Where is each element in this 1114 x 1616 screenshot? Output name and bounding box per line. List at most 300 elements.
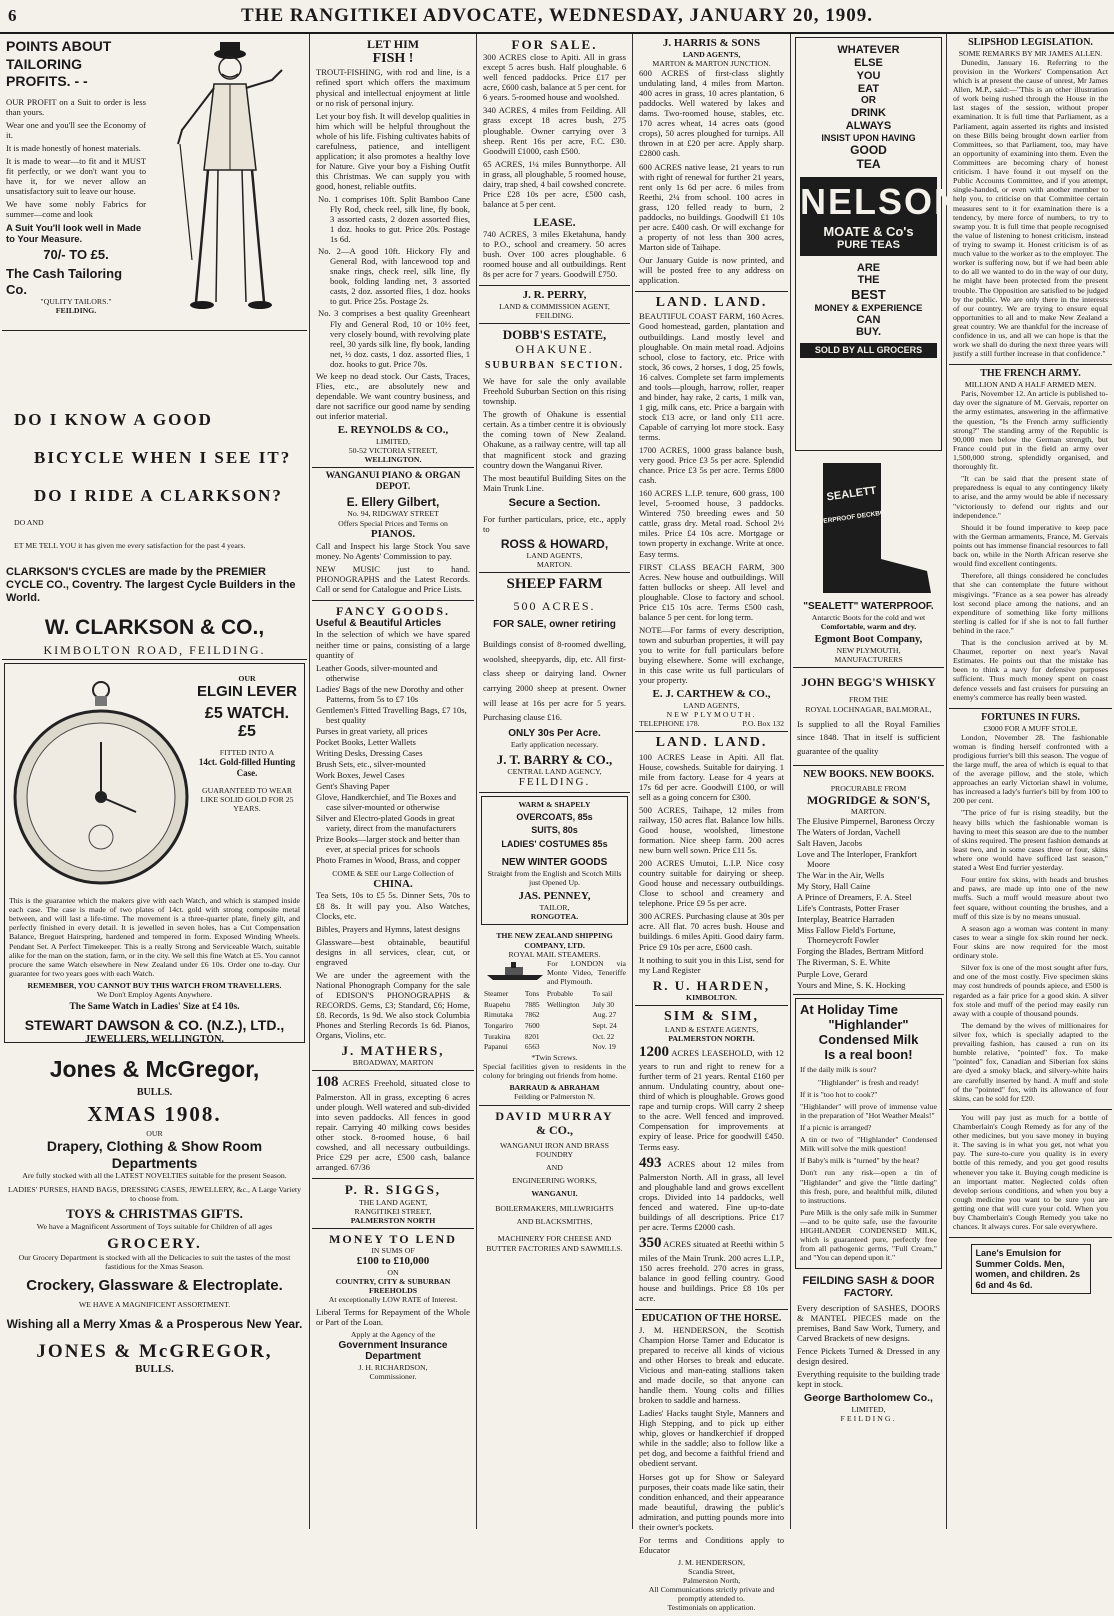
jones-crockery-body: WE HAVE A MAGNIFICENT ASSORTMENT.	[78, 1299, 231, 1309]
land1-body: BEAUTIFUL COAST FARM, 160 Acres. Good homestead, garden, plantation and outbuildings. Land mostly level and ploughable. On main metal road. Adjoins school, close to factory, etc. Price with stock, 36 cows, 2 horses, 1 dog, 25 fowls, 16 calves. Complete set farm implements and tools—plough, harrow, roller, reaper and binder, hay rake, 2 carts, 1 milk van, 1 gig, milk cans, etc. Price a bargain with stock £13 acre, or land only £11 acre. Capable of carrying lot more stock. Easy terms.	[639, 311, 784, 442]
murray-line-4: MACHINERY FOR CHEESE AND BUTTER FACTORIES AND SAWMILLS.	[486, 1234, 623, 1253]
lease-head: LEASE.	[533, 214, 576, 229]
penney-town: RONGOTEA.	[530, 912, 579, 922]
watch-our: OUR	[238, 674, 256, 683]
nelson-money: MONEY & EXPERIENCE	[814, 302, 923, 314]
ship-cell: 6563	[524, 1042, 540, 1052]
french-army-article	[949, 365, 1112, 708]
perry-title: LAND & COMMISSION AGENT,	[499, 302, 610, 312]
nelson-sold: SOLD BY ALL GROCERS	[800, 343, 937, 358]
jones-drapery-body: Are fully stocked with all the LATEST NOVELTIES suitable for the present Season.	[22, 1171, 287, 1181]
land1-agent-title: LAND AGENTS,	[683, 700, 740, 710]
land2-body: 500 ACRES, Taihape, 12 miles from railway, 150 acres flat. Balance low hills. Good house, woolshed, limestone formation. Nice sheep farm. 200 acres new burn well sown. Price £11 5s.	[639, 804, 784, 856]
boot-illustration	[799, 459, 939, 599]
ship-header-row	[483, 989, 626, 1000]
horse-town: Palmerston North,	[682, 1576, 741, 1586]
siggs-title: THE LAND AGENT,	[358, 1197, 428, 1207]
jones-xmas: XMAS 1908.	[87, 1101, 222, 1126]
table-row	[483, 1000, 626, 1011]
fish-item: No. 2—A good 10ft. Hickory Fly and General Rod, with lancewood top and snake rings, check reel, silk line, fly book, folding landing net, 3 assorted casts, 2 doz. assorted flies, 1 doz. hooks to gut. Price 25s. Postage 2s.	[318, 246, 470, 307]
ship-cell: Wellington	[546, 999, 580, 1009]
sealett-boot-ad	[793, 454, 944, 668]
fish-body: TROUT-FISHING, with rod and line, is a refined sport which offers the maximum physical and intellectual enjoyment at little or no risk of personal injury.	[316, 67, 470, 108]
nelson-line: TEA	[856, 157, 881, 172]
milk-qa: Pure Milk is the only safe milk in Summer—and to be quite safe, use the favourite HIGHLANDER CONDENSED MILK, which is guaranteed pure, perfectly free from all pathogenic germs, "Full Cream," and "You can depend upon it."	[800, 1207, 937, 1263]
fancy-bibles: Bibles, Prayers and Hymns, latest designs	[316, 923, 460, 934]
begg-from: FROM THE	[848, 695, 889, 705]
murray-name-2: & CO.,	[536, 1122, 573, 1137]
sash-fence: Fence Pickets Turned & Dressed in any design desired.	[797, 1346, 940, 1367]
murray-name-1: DAVID MURRAY	[495, 1108, 614, 1123]
sim-e2: ACRES about 12 miles from Palmerston North. All in grass, all level and ploughable land and grows excellent crops. Divided into 14 paddocks, well fenced and watered. Fine up-to-date buildings of all descriptions. Price £17 per acre. Terms £2000 cash.	[639, 1158, 784, 1233]
lane-body: Lane's Emulsion for Summer Colds. Men, women, and children. 2s 6d and 4s 6d.	[975, 1248, 1081, 1290]
money-agent: J. H. RICHARDSON,	[358, 1362, 428, 1372]
penney-line-3: LADIES' COSTUMES 85s	[501, 838, 608, 849]
sim-e3: ACRES situated at Reethi within 5 miles of the Main Trunk. 200 acres L.I.P., 150 acres freehold. 270 acres in grass, balance in good felling country. Good house and buildings. Price £8 10s per acre.	[639, 1239, 784, 1304]
gentleman-illustration	[152, 40, 302, 315]
fancy-item: Glove, Handkerchief, and Tie Boxes and case silver-mounted or otherwise	[316, 792, 457, 813]
tailoring-company: The Cash Tailoring Co.	[6, 266, 123, 297]
money-security: COUNTRY, CITY & SUBURBAN FREEHOLDS	[335, 1277, 451, 1296]
slipshod-sub: SOME REMARKS BY MR JAMES ALLEN.	[958, 48, 1103, 58]
books-town: MARTON.	[850, 806, 887, 816]
table-row	[483, 1032, 626, 1043]
fish-company: E. REYNOLDS & CO.,	[337, 424, 449, 436]
ship-cell: 8201	[524, 1031, 540, 1041]
tailoring-ad	[2, 34, 307, 331]
nelson-line: WHATEVER	[837, 44, 900, 56]
land2-body: 200 ACRES Umutoi, L.I.P. Nice cosy country suitable for dairying or sheep. Good house and necessary outbuildings. Close to school and creamery and telephone. Price £9 5s per acre.	[639, 858, 784, 909]
penney-body: Straight from the English and Scotch Mills just Opened Up.	[487, 869, 622, 888]
ship-cell: 7862	[524, 1010, 540, 1020]
sim-town: PALMERSTON NORTH.	[668, 1034, 755, 1044]
land1-agent-town: NEW PLYMOUTH.	[666, 710, 757, 720]
lanes-emulsion-ad	[971, 1244, 1091, 1294]
boot-body: Antarctic Boots for the cold and wet	[811, 612, 926, 622]
sash-limited: LIMITED,	[851, 1404, 886, 1414]
fancy-item: Silver and Electro-plated Goods in great variety, direct from the manufacturers	[316, 813, 456, 834]
book-item: Life's Contrasts, Potter Fraser	[797, 903, 900, 914]
fancy-goods-ad	[312, 601, 474, 1072]
ship-cell: Rimutaka	[484, 1010, 513, 1020]
book-item: Purple Love, Gerard	[797, 968, 868, 979]
slipshod-head: SLIPSHOD LEGISLATION.	[968, 37, 1093, 48]
army-body: That is the conclusion arrived at by M. Chaumet, reporter on next year's Naval Estimates. He points out that the mistake has been to think a navy for defensive purposes sufficient. Thus much money spent on coast defence vessels and fast cruisers for pursuing an enemy's commerce has really been wasted.	[953, 638, 1108, 702]
land1-phone: TELEPHONE 178.	[639, 719, 700, 729]
carthew-land-ad	[635, 292, 788, 732]
jones-toys: TOYS & CHRISTMAS GIFTS.	[66, 1206, 243, 1222]
fish-head-2: FISH !	[372, 51, 414, 67]
book-item: Yours and Mine, S. K. Hocking	[797, 979, 906, 990]
land1-body: NOTE—For farms of every description, town and suburban properties, it will pay you to write for full particulars before buying elsewhere. Some will exchange, in this case write us full particulars of your property.	[639, 624, 784, 686]
dobbs-head: DOBB'S ESTATE,	[502, 327, 607, 343]
clarkson-company: W. CLARKSON & CO.,	[44, 616, 265, 640]
nelson-brand-2: MOATE & Co's	[823, 223, 914, 239]
nelson-line: GOOD	[850, 143, 887, 158]
milk-line-1: At Holiday Time	[800, 1001, 899, 1017]
book-item: A Prince of Dreamers, F. A. Steel	[797, 892, 912, 903]
harris-ad	[635, 34, 788, 292]
land2-body: 100 ACRES Lease in Apiti. All flat. House, cowsheds. Suitable for dairying. 1 mile from factory. Lease for 4 years at 17s 6d per acre. Goodwill £100, or will sell as a going concern for £300.	[639, 751, 784, 802]
watch-title-1: ELGIN LEVER	[196, 683, 297, 701]
boot-head: "SEALETT" WATERPROOF.	[803, 601, 934, 612]
ship-col: Probable	[546, 989, 574, 999]
army-body: Therefore, all things considered he concludes that she can contemplate the future without misgivings. "France as a sea power has already lost second place among the nations, and an expenditure of something like forty millions sterling is called for if she is not to fall further behind in the race."	[953, 571, 1108, 635]
boot-word-1: SEALETT	[825, 484, 877, 504]
boot-company: Egmont Boot Company,	[814, 633, 923, 645]
nelson-line: DRINK	[851, 107, 886, 120]
ship-col: Steamer	[484, 989, 509, 999]
milk-qa: If a picnic is arranged?	[800, 1122, 872, 1132]
murray-town: WANGANUI.	[531, 1189, 578, 1199]
furs-body: Four entire fox skins, with heads and brushes and paws, are made up into one of the new muffs. Such a muff would measure about two feet square, without counting the brushes, and a muff of this size is by no means unusual.	[953, 875, 1108, 921]
land2-body: 300 ACRES. Purchasing clause at 30s per acre. All flat. 70 acres bush. House and buildings. 6 miles Apiti. Good dairy farm. Price £9 10s per acre, £600 cash.	[639, 911, 784, 952]
money-role: Commissioner.	[369, 1372, 417, 1382]
money-terms: Liberal Terms for Repayment of the Whole or Part of the Loan.	[316, 1307, 470, 1328]
milk-qa: "Highlander" will prove of immense value in the preparation of "Hot Weather Meals!"	[800, 1101, 937, 1120]
furs-head: FORTUNES IN FURS.	[981, 711, 1080, 723]
begg-whisky-ad	[793, 668, 944, 766]
furs-body: "The price of fur is rising steadily, but the heavy bills which the fashionable woman is having to meet this season are due to the number of skins required. The present fashion demands at least two, and in some cases three or four, skins where one would have sufficed last season," stated a West End furrier yesterday.	[953, 808, 1108, 873]
perry-name: J. R. PERRY,	[522, 289, 587, 302]
nelson-pure: PURE TEAS	[837, 238, 900, 251]
piano-body: NEW MUSIC just to hand. PHONOGRAPHS and the Latest Records. Call or send for Catalogue and Price Lists.	[316, 563, 470, 594]
horse-head: EDUCATION OF THE HORSE.	[641, 1313, 782, 1325]
milk-qa: If it is "too hot to cook?"	[800, 1089, 878, 1099]
jones-mcgregor-ad	[2, 1046, 307, 1379]
nelson-line: OR	[861, 95, 876, 107]
watch-guarantee: GUARANTEED TO WEAR LIKE SOLID GOLD FOR 25 YEARS.	[200, 786, 294, 814]
column-5	[793, 34, 963, 1531]
land1-box: P.O. Box 132	[742, 719, 784, 729]
sash-door-ad	[793, 1272, 944, 1425]
ship-table	[483, 989, 626, 1053]
ship-col: Tons	[524, 989, 540, 999]
sheep-head: SHEEP FARM	[506, 575, 603, 592]
sim-e3-num: 350	[639, 1235, 662, 1252]
fancy-item: Prize Books—larger stock and better than ever, at special prices for schools	[316, 834, 460, 855]
jones-footer: JONES & McGREGOR,	[36, 1341, 273, 1363]
boot-title: MANUFACTURERS	[834, 655, 903, 665]
jones-wishing: Wishing all a Merry Xmas & a Prosperous New Year.	[6, 1317, 303, 1332]
sheep-acres: 500 ACRES.	[513, 599, 596, 614]
tailoring-town: FEILDING.	[55, 305, 97, 315]
watch-fitted: FITTED INTO A	[219, 748, 275, 758]
harden-land-ad	[635, 732, 788, 1006]
fancy-come: COME & SEE our Large Collection of	[332, 868, 454, 878]
milk-qa: If Baby's milk is "turned" by the heat?	[800, 1156, 920, 1166]
sim-e1: ACRES LEASEHOLD, with 12 years to run and right to renew for a further term of 21 years. Rental £160 per annum. Undulating country, about one-third of which is ploughable. Grows good rape and turnip crops. Will carry 2 sheep to the acre. Well fenced and improved. Compensation for improvements at expiry of lease. Price for goodwill £450. Terms easy.	[639, 1047, 784, 1152]
column-rule	[309, 34, 310, 1529]
murray-line-2: ENGINEERING WORKS,	[512, 1175, 597, 1185]
penney-head: WARM & SHAPELY	[518, 799, 591, 809]
sim-e2-num: 493	[639, 1154, 662, 1171]
nelson-the: THE	[857, 274, 880, 287]
land1-head: LAND. LAND.	[655, 295, 768, 311]
harris-head: J. HARRIS & SONS	[662, 37, 761, 49]
piano-offers: Offers Special Prices and Terms on	[338, 518, 448, 528]
murray-and-2: AND BLACKSMITHS,	[516, 1217, 593, 1227]
fishing-ad	[312, 34, 474, 468]
acres-108-num: 108	[316, 1074, 339, 1091]
jones-grocery: GROCERY.	[107, 1235, 202, 1252]
watch-body: This is the guarantee which the makers give with each Watch, and which is stamped inside each case. The case is made of two plates of 14ct. gold with strong composite metal between, and will last a life-time. The movement is a three-quarter plate, finely gilt, and perfectly finished in every detail. It is jewelled in seven holes, has a Cut Compensation Balance, Breguet Hairspring, hardened and tempered in form. Exposed Winding Wheels. Pendant Set. A Perfect Timekeeper. This is a really Strong and Serviceable Watch, suitable alike for the man on the station, farm, or in the city. We sell this fine Watch at £5. You cannot procure the same Watch elsewhere in New Zealand under £6 10s. Order one to-day. Our guarantee for two years goes with each Watch.	[9, 896, 300, 978]
ship-agent-town: Feilding or Palmerston N.	[514, 1092, 595, 1102]
cough-remedy-ad	[949, 1110, 1112, 1238]
column-2	[312, 34, 474, 1531]
land1-body: FIRST CLASS BEACH FARM, 300 Acres. New house and outbuildings. Will fatten bullocks or sheep. All level and ploughable. Close to factory and school. Price £15 10s acre. Terms £500 cash, balance 5 per cent. for long term.	[639, 561, 784, 622]
ship-cell: Nov. 19	[592, 1042, 616, 1052]
furs-body: London, November 28. The fashionable woman is finding herself confronted with a prodigious furrier's bill this season. The vogue of the large muff, the area of which is equal to that of the average pillow, and the stole, which approaches an early Victorian shawl in volume, has increased a lady's furrier's bill by from 100 to 200 per cent.	[953, 732, 1108, 806]
dobbs-body: We have for sale the only available Freehold Suburban Section on this rising township.	[483, 376, 626, 407]
acres-108-ad	[312, 1071, 474, 1179]
jones-ladies: LADIES' PURSES, HAND BAGS, DRESSING CASES, JEWELLERY, &c., A Large Variety to choose from.	[8, 1185, 301, 1204]
penney-title: TAILOR,	[539, 903, 570, 913]
fancy-item: Writing Desks, Dressing Cases	[316, 747, 423, 758]
book-item: The War in the Air, Wells	[797, 870, 885, 881]
watch-company: STEWART DAWSON & CO. (N.Z.), LTD.,	[24, 1017, 285, 1034]
ship-cell	[546, 1021, 592, 1032]
elgin-watch-ad	[4, 663, 305, 1043]
money-sums: IN SUMS OF	[371, 1245, 415, 1255]
nelson-line: EAT	[857, 82, 880, 95]
ship-head: THE NEW ZEALAND SHIPPING COMPANY, LTD.	[496, 931, 613, 950]
tailoring-motto: "QULITY TAILORS."	[40, 296, 112, 306]
fancy-head: FANCY GOODS.	[336, 603, 450, 618]
remedy-body: You will pay just as much for a bottle of Chamberlain's Cough Remedy as for any of the other medicines, but you save money in buying it. The saving is in what you get, not what you pay. The sure-to-cure you quality is in every bottle of this remedy, and you get good results whenever you take it. Buying cough medicine is an important matter. Neglected colds often develop serious conditions, and when you buy a cough medicine you want to be sure you are getting one that will cure your cold. When you buy Chamberlain's Cough Remedy you take no chances. It always cures. For sale everywhere.	[953, 1112, 1108, 1232]
column-6	[949, 34, 1112, 1531]
piano-pianos: PIANOS.	[370, 527, 416, 540]
milk-qa: A tin or two of "Highlander" Condensed Milk will solve the milk question!	[800, 1135, 937, 1154]
table-row	[483, 1042, 626, 1053]
clarkson-ad	[2, 331, 307, 660]
nelson-line: ALWAYS	[845, 119, 892, 132]
dobbs-body: The growth of Ohakune is essential certain. As a timber centre it is obviously the coming town of New Zealand. Ohakune, as a railway centre, will tap all that magnificent stock and grazing country down the Wanganui River.	[483, 409, 626, 470]
tailoring-price: 70/- TO £5.	[43, 247, 109, 263]
jones-town: BULLS.	[136, 1086, 173, 1098]
sim-title: LAND & ESTATE AGENTS,	[664, 1025, 759, 1035]
fish-tail: We keep no dead stock. Our Casts, Traces, Flies, etc., are absolutely new and dependable. We want country business, and dare not sacrifice our good name by sending out inferior material.	[316, 370, 470, 421]
watch-agents: We Don't Employ Agents Anywhere.	[96, 990, 213, 1000]
fancy-item: Gentlemen's Fitted Travelling Bags, £7 10s, best quality	[316, 704, 467, 725]
sheep-agent-town: FEILDING.	[518, 775, 591, 788]
watch-remember: REMEMBER, YOU CANNOT BUY THIS WATCH FROM TRAVELLERS.	[27, 980, 282, 990]
jones-toys-body: We have a Magnificent Assortment of Toys suitable for Children of all ages	[36, 1221, 273, 1231]
fancy-edison: We are under the agreement with the National Phonograph Company for the sale of EDISON'S PHONOGRAPHS & RECORDS. Gems, £3; Standard, £6; Home, £8. Records, 1s 9d. We also stock Columbia Phones and Sterling Records 1s 6d. Pianos, Organs, Violins, etc.	[316, 969, 470, 1041]
fish-item: No. 1 comprises 10ft. Split Bamboo Cane Fly Rod, check reel, silk line, fly book, 3 assorted casts, 2 dozen assorted flies, 1 doz. hooks to gut. Price 20s. Postage 1s 6d.	[318, 193, 470, 245]
horse-body: For terms and Conditions apply to Educator	[639, 1534, 784, 1555]
books-head: NEW BOOKS. NEW BOOKS.	[802, 768, 935, 780]
tailoring-body: It is made to wear—to fit and it MUST fit perfectly, or we don't want you to have it, for we never allow an unsatisfactory suit to leave our house.	[6, 155, 146, 196]
ship-twin: *Twin Screws.	[531, 1053, 578, 1063]
fancy-intro: In the selection of which we have spared neither time or pains, consisting of a large quantity of	[316, 629, 470, 660]
dobbs-town: OHAKUNE.	[515, 342, 594, 357]
money-rate: At exceptionally LOW RATE of Interest.	[328, 1295, 458, 1305]
money-office: Government Insurance Department	[338, 1339, 448, 1363]
lease-body: 740 ACRES, 3 miles Eketahuna, handy to P.O., school and creamery. 50 acres bush. Over 100 acres ploughable. 6 roomed house and all outbuildings. Rent 8s per acre for 7 years. Goodwill £750.	[483, 228, 626, 280]
book-item: The Elusive Pimpernel, Baroness Orczy	[797, 815, 935, 826]
boot-bold: Comfortable, warm and dry.	[820, 621, 917, 631]
nelson-best: BEST	[851, 287, 886, 303]
highlander-milk-ad	[795, 998, 942, 1270]
fish-head-1: LET HIM	[366, 37, 420, 51]
ship-cell: Tongariro	[484, 1021, 514, 1031]
acres-108-body: ACRES Freehold, situated close to Palmerston. All in grass, excepting 6 acres under plough. Well watered and sub-divided into seven paddocks. All fences in good repair. Carrying 40 milking cows besides other stock. 8-roomed house, 6 bail cowshed, and all necessary outbuildings. Price £29 per acre, £500 cash, balance arranged.	[316, 1078, 470, 1173]
book-item: Interplay, Beatrice Harraden	[797, 914, 895, 925]
ship-cell: Oct. 22	[592, 1031, 615, 1041]
fancy-item: Photo Frames in Wood, Brass, and copper	[316, 855, 461, 866]
books-shop: MOGRIDGE & SON'S,	[806, 792, 930, 807]
nelson-line: ELSE	[854, 56, 883, 69]
steamer-icon	[485, 961, 545, 981]
milk-line-3: Condensed Milk	[818, 1032, 919, 1047]
furs-article	[949, 709, 1112, 1110]
tailoring-body: We have some nobly Fabrics for summer—come and look	[6, 198, 146, 219]
for-sale-ad	[479, 34, 630, 286]
fancy-item: Pocket Books, Letter Wallets	[316, 736, 416, 747]
ship-cell	[546, 1010, 592, 1021]
horse-body: J. M. HENDERSON, the Scottish Champion Horse Tamer and Educator is prepared to receive all kinds of vicious and other Horses to break and educate. Vicious and man-eating stallions taken and made docile, so that anyone can handle them. Young colts and fillies broken to saddle and harness.	[639, 1324, 784, 1406]
land1-body: 1700 ACRES, 1000 grass balance bush, very good. Price £3 5s per acre. Splendid chance. Price £3 5s per acre. Terms £800 cash.	[639, 445, 784, 486]
harris-body: Our January Guide is now printed, and will be posted free to any address on application.	[639, 254, 784, 286]
sash-town: FEILDING.	[840, 1413, 897, 1423]
murray-and-1: AND	[546, 1162, 563, 1172]
table-row	[483, 1021, 626, 1032]
money-amount: £100 to £10,000	[356, 1255, 430, 1268]
forsale-body: 65 ACRES, 1¼ miles Bunnythorpe. All in grass, all ploughable, 5 roomed house, dairy, trap shed, 4 bail cowshed concrete. Price £28 10s per acre, £500 cash, balance at 5 per cent.	[483, 158, 626, 209]
penney-ad	[481, 796, 628, 926]
dobbs-suburban: SUBURBAN SECTION.	[484, 360, 625, 372]
money-head: MONEY TO LEND	[329, 1231, 457, 1246]
sash-sub: FACTORY.	[844, 1288, 893, 1300]
fancy-china-body: Tea Sets, 10s to £5 5s. Dinner Sets, 70s to £8 8s. It will pay you. Also Watches, Clocks, etc.	[316, 890, 470, 921]
sheep-agent-title: CENTRAL LAND AGENCY,	[507, 766, 602, 776]
nelson-brand: NELSON	[800, 181, 963, 223]
tailoring-headline-2: TAILORING	[6, 55, 82, 72]
fish-town: WELLINGTON.	[364, 455, 422, 465]
harris-town: MARTON & MARTON JUNCTION.	[652, 58, 771, 68]
harris-body: 600 ACRES native lease, 21 years to run with right of renewal for further 21 years, rent only 1s 6d per acre. 6 miles from Reethi, 2¼ from school. 100 acres in grass, 120 felled ready to burn, 2 paddocks, no buildings. Goodwill £1 10s per acre. £400 cash. Or will exchange for a property of not less than 300 acres, Marton side of Taihape.	[639, 161, 784, 252]
book-item: Salt Haven, Jacobs	[797, 837, 863, 848]
begg-place: ROYAL LOCHNAGAR, BALMORAL,	[805, 704, 932, 714]
ship-cell: 7600	[524, 1021, 540, 1031]
boot-word-2: WATERPROOF DECKBOOT	[808, 508, 894, 527]
fancy-glass: Glassware—best obtainable, beautiful designs in all services, clear, cut, or engraved	[316, 936, 470, 967]
perry-town: FEILDING.	[535, 311, 574, 321]
horse-body: Horses got up for Show or Saleyard purposes, their coats made like satin, their condition enhanced, and their appearance made beautiful, drawing the public's admiration, and putting pounds more into their owner's pockets.	[639, 1471, 784, 1532]
milk-qa: If the daily milk is sour?	[800, 1065, 877, 1075]
book-item: Miss Fallow Field's Fortune, Thorneycroft Fowler	[797, 925, 896, 946]
column-rule	[946, 34, 947, 1529]
acres-108-ref: 67/36	[350, 1162, 370, 1173]
column-rule	[632, 34, 633, 1529]
furs-body: A season ago a woman was content in many cases to wear a single fox skin round her neck. Four skins are now required for the most ordinary stole.	[953, 923, 1108, 961]
jones-grocery-body: Our Grocery Department is stocked with all the Delicacies to suit the tastes of the most fastidious for the Xmas Season.	[18, 1253, 291, 1272]
nelson-are: ARE	[856, 261, 881, 274]
clarkson-line-2: BICYCLE WHEN I SEE IT?	[34, 447, 292, 467]
fancy-item: Leather Goods, silver-mounted and otherwise	[316, 662, 438, 683]
land2-body: It nothing to suit you in this List, send for my Land Register	[639, 954, 784, 975]
milk-qa: "Highlander" is fresh and ready!	[817, 1077, 920, 1087]
book-item: The Waters of Jordan, Vachell	[797, 826, 901, 837]
dobbs-agent-title: LAND AGENTS,	[526, 550, 583, 560]
tailoring-body: Wear one and you'll see the Economy of it.	[6, 119, 146, 140]
watch-title-2: £5 WATCH. £5	[204, 704, 290, 741]
horse-test: Testimonials on application.	[667, 1603, 756, 1613]
horse-address: Scandia Street,	[688, 1566, 735, 1576]
dobbs-body: The most beautiful Building Sites on the Main Trunk Line.	[483, 472, 626, 493]
tailoring-tagline: A Suit You'll look well in Made to Your Measure.	[6, 223, 142, 246]
ship-cell	[546, 1032, 592, 1043]
sheep-sale: FOR SALE, owner retiring	[493, 619, 616, 631]
siggs-address: RANGITIKEI STREET,	[354, 1206, 432, 1216]
clarkson-small-2: ET ME TELL YOU it has given me every satisfaction for the past 4 years.	[14, 540, 246, 550]
army-sub: MILLION AND A HALF ARMED MEN.	[964, 380, 1097, 390]
penney-new: NEW WINTER GOODS	[501, 857, 608, 869]
begg-head: JOHN BEGG'S WHISKY	[801, 675, 936, 690]
sash-name: George Bartholomew Co.,	[804, 1392, 933, 1405]
piano-head: WANGANUI PIANO & ORGAN DEPOT.	[325, 471, 461, 493]
sash-head: FEILDING SASH & DOOR	[802, 1275, 935, 1288]
sheep-body: Buildings consist of 8-roomed dwelling, woolshed, sheepyards, dip, etc. All first-class sheep or dairying land. Owner carrying 2000 sheep at present. Owner will lease at 16s per acre for 5 years. Purchasing clause £16.	[483, 639, 626, 723]
horse-education-ad	[635, 1310, 788, 1615]
dobbs-agent-town: MARTON.	[536, 559, 573, 569]
sash-body: Every description of SASHES, DOORS & MANTEL PIECES made on the premises, Band Saw Work, Turnery, and Carved Brackets of new designs.	[797, 1303, 940, 1344]
horse-body: Ladies' Hacks taught Style, Manners and High Stepping, and to pick up either whip, gloves or handkerchief if dropped while in the saddle; also to follow like a pet dog, and become a faithful friend and obedient servant.	[639, 1408, 784, 1469]
ship-cell: 7885	[524, 999, 540, 1009]
sim-ad	[635, 1006, 788, 1310]
land2-town: KIMBOLTON.	[686, 992, 737, 1002]
land2-head: LAND. LAND.	[655, 735, 768, 751]
siggs-ad	[312, 1179, 474, 1229]
milk-line-4: Is a real boon!	[824, 1047, 913, 1063]
sheep-farm-ad	[479, 573, 630, 793]
penney-line-2: SUITS, 80s	[531, 825, 578, 836]
sheep-early: Early application necessary.	[510, 739, 599, 749]
book-item: Love and The Interloper, Frankfort Moore	[797, 848, 918, 870]
nelson-line: YOU	[856, 69, 881, 82]
land1-agent: E. J. CARTHEW & CO.,	[652, 688, 771, 701]
siggs-town: PALMERSTON NORTH	[350, 1215, 436, 1225]
ship-cell: Ruapehu	[484, 999, 511, 1009]
nelson-tea-ad	[795, 37, 963, 451]
piano-ad	[312, 468, 474, 601]
tailoring-headline-3: PROFITS. - -	[6, 73, 88, 89]
fancy-item: Ladies' Bags of the new Dorothy and other Patterns, from 5s to £7 10s	[316, 683, 464, 704]
new-books-ad	[793, 766, 944, 995]
murray-ad	[479, 1106, 630, 1256]
penney-name: JAS. PENNEY,	[518, 890, 591, 903]
book-item: My Story, Hall Caine	[797, 881, 871, 892]
ship-cell	[546, 1042, 592, 1053]
perry-ad	[479, 286, 630, 324]
column-3	[479, 34, 630, 1531]
horse-comm: All Communications strictly private and promptly attended to.	[648, 1585, 775, 1604]
fish-limited: LIMITED,	[376, 436, 410, 446]
clarkson-line-1: DO I KNOW A GOOD	[14, 410, 213, 429]
clarkson-body: CLARKSON'S CYCLES are made by the PREMIER CYCLE CO., Coventry. The largest Cycle Builders in the World.	[6, 565, 296, 604]
sim-head: SIM & SIM,	[663, 1008, 760, 1024]
shipping-ad	[479, 928, 630, 1105]
forsale-body: 340 ACRES, 4 miles from Feilding. All grass except 18 acres bush, 275 ploughable. Owner carrying over 3 sheep. Rent 16s per acre, F.C. £30. Goodwill £1000, cash £500.	[483, 105, 626, 156]
fancy-item: Purses in great variety, all prices	[316, 725, 428, 736]
slipshod-body: Dunedin, January 16. Referring to the provision in the Workers' Compensation Act which is at present the cause of unrest, Mr James Allen, M.P., said:—"This is an other illustration of work being rushed through the House in the last stages of the session, without proper examination. It is full time that Parliament, as a Parliament, again asserted its rights and insisted on these Bills being brought down earlier from Committees, so that Parliament, too, may have an opportunity of examining into them. Even the Committees are becoming chary of honest criticism. I have found it out myself on the Public Accounts Committee, and if you attempt, single-handed, or even with another member to help you, to criticise on that Committee certain measures sent to it for examination there is a tendency, by mere force of numbers, to try to swamp you. It is full time that people recognised the value of listening to honest criticism, instead of trying to swamp it. Honest criticism is of as much value to the worker as to the employer. The worker is suffering now, but if we had been able to do all we wanted to do in the way of our duty, he might have been protected from the present trouble. The Opposition are satisfied to be judged by the public. We are only there in the interests of our country. We are trying to ensure equal opportunities to all and to make New Zealand a great country. We are thankful for the increase of confidence in us, and all we can hope is that the work we shall do during the next three years will justify a still further increase in that confidence."	[953, 57, 1108, 359]
piano-name: E. Ellery Gilbert,	[346, 495, 440, 510]
ship-body: Special facilities given to residents in the colony for bringing out friends from home.	[483, 1062, 626, 1081]
army-body: "It can be said that the present state of preparedness is equal to any contingency likely to arise, and the army would be able if necessary "victoriously to defend our rights and our independence."	[953, 474, 1108, 520]
begg-body: Is supplied to all the Royal Families since 1848. That in itself is sufficient guarantee of the quality	[797, 718, 940, 757]
fancy-item: Work Boxes, Jewel Cases	[316, 770, 405, 781]
